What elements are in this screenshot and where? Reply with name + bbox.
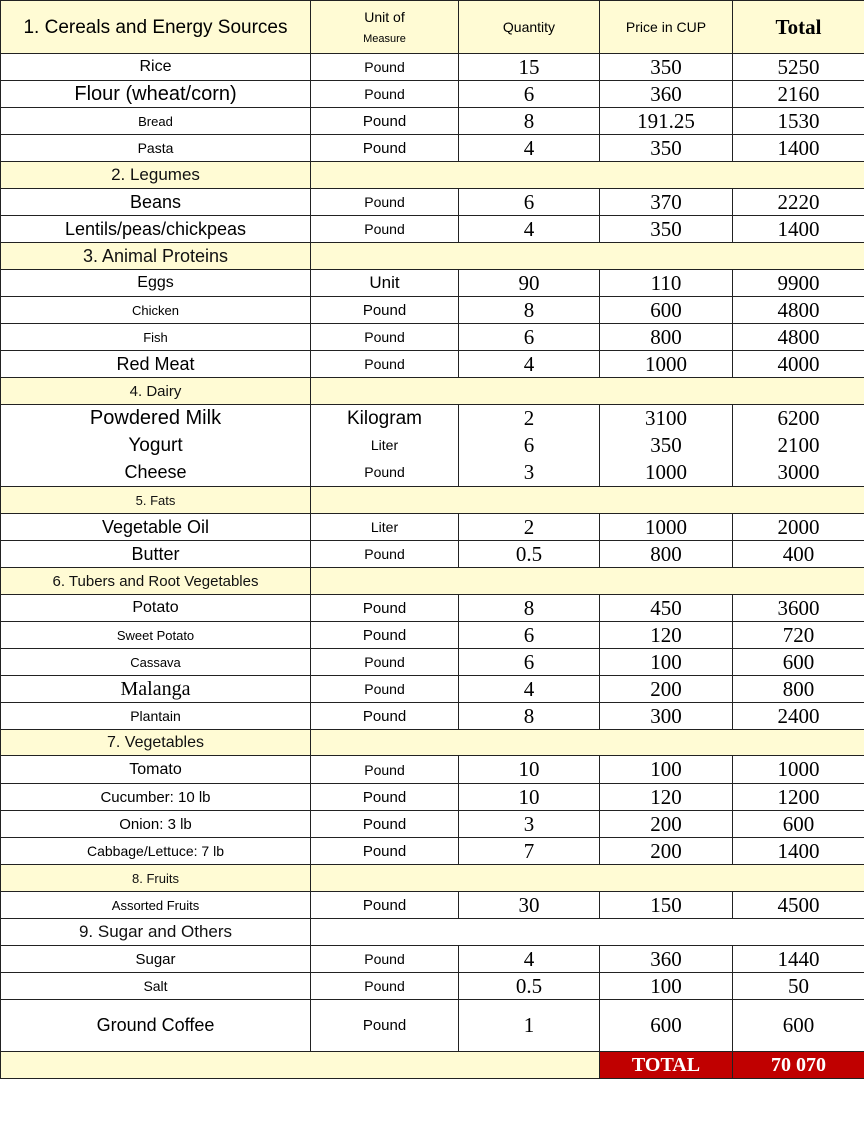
- section-fill: [311, 730, 864, 756]
- item-price: 200: [600, 676, 733, 703]
- item-quantity: 4: [459, 135, 600, 162]
- item-quantity: 1: [459, 1000, 600, 1052]
- item-name: Pasta: [1, 135, 311, 162]
- item-name: Bread: [1, 108, 311, 135]
- table-row: [1, 514, 864, 541]
- item-quantity: 8: [459, 297, 600, 324]
- item-unit: Pound: [311, 784, 459, 811]
- item-price: 360: [600, 946, 733, 973]
- item-total: 50: [733, 973, 864, 1000]
- item-total: 1000: [733, 756, 864, 784]
- item-name: Sugar: [1, 946, 311, 973]
- item-unit: Pound: [311, 324, 459, 351]
- table-row: [1, 703, 864, 730]
- table-row: [1, 973, 864, 1000]
- item-unit: Pound: [311, 649, 459, 676]
- item-total: 600: [733, 811, 864, 838]
- item-price: 350: [600, 54, 733, 81]
- item-price: 1000: [645, 460, 687, 484]
- item-unit-group: [311, 405, 459, 487]
- table-row: [1, 1000, 864, 1052]
- item-name: Eggs: [1, 270, 311, 297]
- item-name: Lentils/peas/chickpeas: [1, 216, 311, 243]
- item-quantity: 3: [459, 811, 600, 838]
- item-total: 5250: [733, 54, 864, 81]
- item-unit: Pound: [311, 595, 459, 622]
- item-price: 800: [600, 324, 733, 351]
- item-name: Cabbage/Lettuce: 7 lb: [1, 838, 311, 865]
- section-label: 9. Sugar and Others: [1, 919, 311, 946]
- item-unit: Pound: [311, 756, 459, 784]
- item-quantity: 4: [459, 946, 600, 973]
- item-unit: Pound: [311, 811, 459, 838]
- item-unit: Pound: [311, 946, 459, 973]
- item-total: 9900: [733, 270, 864, 297]
- item-quantity: 3: [523, 460, 535, 484]
- section-fill: [311, 378, 864, 405]
- item-total: 1400: [733, 838, 864, 865]
- table-row-group: [1, 405, 864, 487]
- item-name: Powdered Milk: [89, 407, 222, 429]
- item-quantity: 6: [459, 324, 600, 351]
- item-name: Rice: [1, 54, 311, 81]
- item-quantity: 0.5: [459, 541, 600, 568]
- item-unit: Pound: [311, 973, 459, 1000]
- item-unit: Pound: [311, 351, 459, 378]
- item-name: Assorted Fruits: [1, 892, 311, 919]
- item-total: 1440: [733, 946, 864, 973]
- item-total: 2160: [733, 81, 864, 108]
- section-label: 7. Vegetables: [1, 730, 311, 756]
- item-price: 300: [600, 703, 733, 730]
- table-row: [1, 622, 864, 649]
- item-price: 450: [600, 595, 733, 622]
- section-fill: [311, 162, 864, 189]
- table-row: [1, 189, 864, 216]
- item-price: 120: [600, 784, 733, 811]
- item-total-group: [733, 405, 864, 487]
- item-quantity: 15: [459, 54, 600, 81]
- table-row: [1, 216, 864, 243]
- table-row: [1, 54, 864, 81]
- item-price: 100: [600, 649, 733, 676]
- item-price: 150: [600, 892, 733, 919]
- section-label: 2. Legumes: [1, 162, 311, 189]
- item-price: 350: [650, 433, 682, 457]
- section-row: [1, 919, 864, 946]
- item-name: Cucumber: 10 lb: [1, 784, 311, 811]
- section-fill: [311, 919, 864, 946]
- item-name: Fish: [1, 324, 311, 351]
- item-name: Cassava: [1, 649, 311, 676]
- table-row: [1, 811, 864, 838]
- item-price: 360: [600, 81, 733, 108]
- section-label: 3. Animal Proteins: [1, 243, 311, 270]
- table-row: [1, 81, 864, 108]
- item-name: Butter: [1, 541, 311, 568]
- item-total: 4500: [733, 892, 864, 919]
- item-total: 600: [733, 1000, 864, 1052]
- item-unit: Pound: [311, 703, 459, 730]
- item-price: 100: [600, 756, 733, 784]
- item-unit: Liter: [311, 514, 459, 541]
- item-unit: Liter: [370, 437, 399, 453]
- item-unit: Unit: [311, 270, 459, 297]
- item-unit: Pound: [311, 189, 459, 216]
- header-price: Price in CUP: [600, 1, 733, 54]
- item-price: 3100: [645, 406, 687, 430]
- item-total: 800: [733, 676, 864, 703]
- item-total: 1400: [733, 216, 864, 243]
- header-total: Total: [733, 1, 864, 54]
- item-unit: Pound: [311, 541, 459, 568]
- item-unit: Pound: [311, 81, 459, 108]
- item-quantity: 2: [523, 406, 535, 430]
- item-name: Chicken: [1, 297, 311, 324]
- item-unit: Pound: [311, 216, 459, 243]
- item-quantity: 6: [459, 81, 600, 108]
- section-row: [1, 568, 864, 595]
- item-price: 200: [600, 811, 733, 838]
- item-price: 600: [600, 297, 733, 324]
- item-price: 800: [600, 541, 733, 568]
- item-total: 4800: [733, 324, 864, 351]
- item-name: Beans: [1, 189, 311, 216]
- table-row: [1, 595, 864, 622]
- item-quantity: 6: [523, 433, 535, 457]
- item-name: Cheese: [124, 462, 187, 482]
- item-unit: Pound: [364, 464, 405, 480]
- item-quantity: 10: [459, 784, 600, 811]
- header-row: [1, 1, 864, 54]
- item-quantity: 6: [459, 189, 600, 216]
- item-name: Malanga: [1, 676, 311, 703]
- item-price: 100: [600, 973, 733, 1000]
- item-quantity: 8: [459, 703, 600, 730]
- item-quantity-group: [459, 405, 600, 487]
- item-price: 350: [600, 135, 733, 162]
- grand-total-label: TOTAL: [600, 1052, 733, 1079]
- table-row: [1, 892, 864, 919]
- section-fill: [311, 865, 864, 892]
- table-row: [1, 756, 864, 784]
- item-unit: Pound: [311, 108, 459, 135]
- section-label: 6. Tubers and Root Vegetables: [1, 568, 311, 595]
- section-row: [1, 865, 864, 892]
- item-total: 720: [733, 622, 864, 649]
- item-price: 120: [600, 622, 733, 649]
- item-name: Sweet Potato: [1, 622, 311, 649]
- table-row: [1, 351, 864, 378]
- item-total: 4000: [733, 351, 864, 378]
- item-unit: Pound: [311, 135, 459, 162]
- item-unit: Pound: [311, 676, 459, 703]
- item-total: 3000: [777, 460, 820, 484]
- item-total: 3600: [733, 595, 864, 622]
- item-name: Yogurt: [128, 435, 183, 456]
- section-label: 4. Dairy: [1, 378, 311, 405]
- grand-total-row: [1, 1052, 864, 1079]
- table-row: [1, 270, 864, 297]
- item-name: Red Meat: [1, 351, 311, 378]
- item-name: Plantain: [1, 703, 311, 730]
- item-price: 1000: [600, 514, 733, 541]
- item-quantity: 2: [459, 514, 600, 541]
- section-fill: [311, 243, 864, 270]
- item-quantity: 90: [459, 270, 600, 297]
- item-total: 600: [733, 649, 864, 676]
- section-row: [1, 378, 864, 405]
- section-row: [1, 730, 864, 756]
- item-quantity: 8: [459, 595, 600, 622]
- item-unit: Pound: [311, 54, 459, 81]
- table-row: [1, 838, 864, 865]
- section-row: [1, 243, 864, 270]
- item-price: 600: [600, 1000, 733, 1052]
- item-price: 191.25: [600, 108, 733, 135]
- grand-total-value: 70 070: [733, 1052, 864, 1079]
- item-name-group: [1, 405, 311, 487]
- item-price: 370: [600, 189, 733, 216]
- section-fill: [311, 568, 864, 595]
- table-row: [1, 541, 864, 568]
- item-quantity: 30: [459, 892, 600, 919]
- header-unit: [311, 1, 459, 54]
- item-unit: Pound: [311, 838, 459, 865]
- item-total: 1530: [733, 108, 864, 135]
- item-total: 2000: [733, 514, 864, 541]
- table-row: [1, 297, 864, 324]
- item-total: 1200: [733, 784, 864, 811]
- item-total: 4800: [733, 297, 864, 324]
- item-total: 400: [733, 541, 864, 568]
- header-quantity: Quantity: [459, 1, 600, 54]
- table-row: [1, 649, 864, 676]
- section-row: [1, 487, 864, 514]
- item-unit: Pound: [311, 622, 459, 649]
- section-label: 8. Fruits: [1, 865, 311, 892]
- item-name: Ground Coffee: [1, 1000, 311, 1052]
- item-quantity: 8: [459, 108, 600, 135]
- item-name: Potato: [1, 595, 311, 622]
- item-unit: Pound: [311, 297, 459, 324]
- table-row: [1, 324, 864, 351]
- item-total: 2220: [733, 189, 864, 216]
- item-price: 1000: [600, 351, 733, 378]
- item-price-group: [600, 405, 733, 487]
- item-quantity: 6: [459, 649, 600, 676]
- item-quantity: 10: [459, 756, 600, 784]
- item-unit: Pound: [311, 892, 459, 919]
- item-total: 1400: [733, 135, 864, 162]
- grand-total-fill: [1, 1052, 600, 1079]
- item-price: 200: [600, 838, 733, 865]
- table-row: [1, 946, 864, 973]
- item-price: 110: [600, 270, 733, 297]
- section-label: 5. Fats: [1, 487, 311, 514]
- item-quantity: 4: [459, 216, 600, 243]
- section-fill: [311, 487, 864, 514]
- table-row: [1, 135, 864, 162]
- table-row: [1, 108, 864, 135]
- item-price: 350: [600, 216, 733, 243]
- item-name: Salt: [1, 973, 311, 1000]
- item-quantity: 4: [459, 676, 600, 703]
- item-unit: Kilogram: [347, 408, 422, 429]
- item-name: Vegetable Oil: [1, 514, 311, 541]
- item-quantity: 7: [459, 838, 600, 865]
- item-unit: Pound: [311, 1000, 459, 1052]
- header-unit-line2: Measure: [363, 33, 406, 45]
- item-total: 6200: [777, 406, 820, 430]
- item-total: 2100: [777, 433, 820, 457]
- item-quantity: 6: [459, 622, 600, 649]
- header-unit-line1: Unit of: [364, 9, 405, 25]
- item-total: 2400: [733, 703, 864, 730]
- item-quantity: 4: [459, 351, 600, 378]
- item-name: Flour (wheat/corn): [1, 81, 311, 108]
- table-row: [1, 784, 864, 811]
- table-row: [1, 676, 864, 703]
- header-category: 1. Cereals and Energy Sources: [1, 1, 311, 54]
- item-name: Onion: 3 lb: [1, 811, 311, 838]
- section-row: [1, 162, 864, 189]
- item-name: Tomato: [1, 756, 311, 784]
- item-quantity: 0.5: [459, 973, 600, 1000]
